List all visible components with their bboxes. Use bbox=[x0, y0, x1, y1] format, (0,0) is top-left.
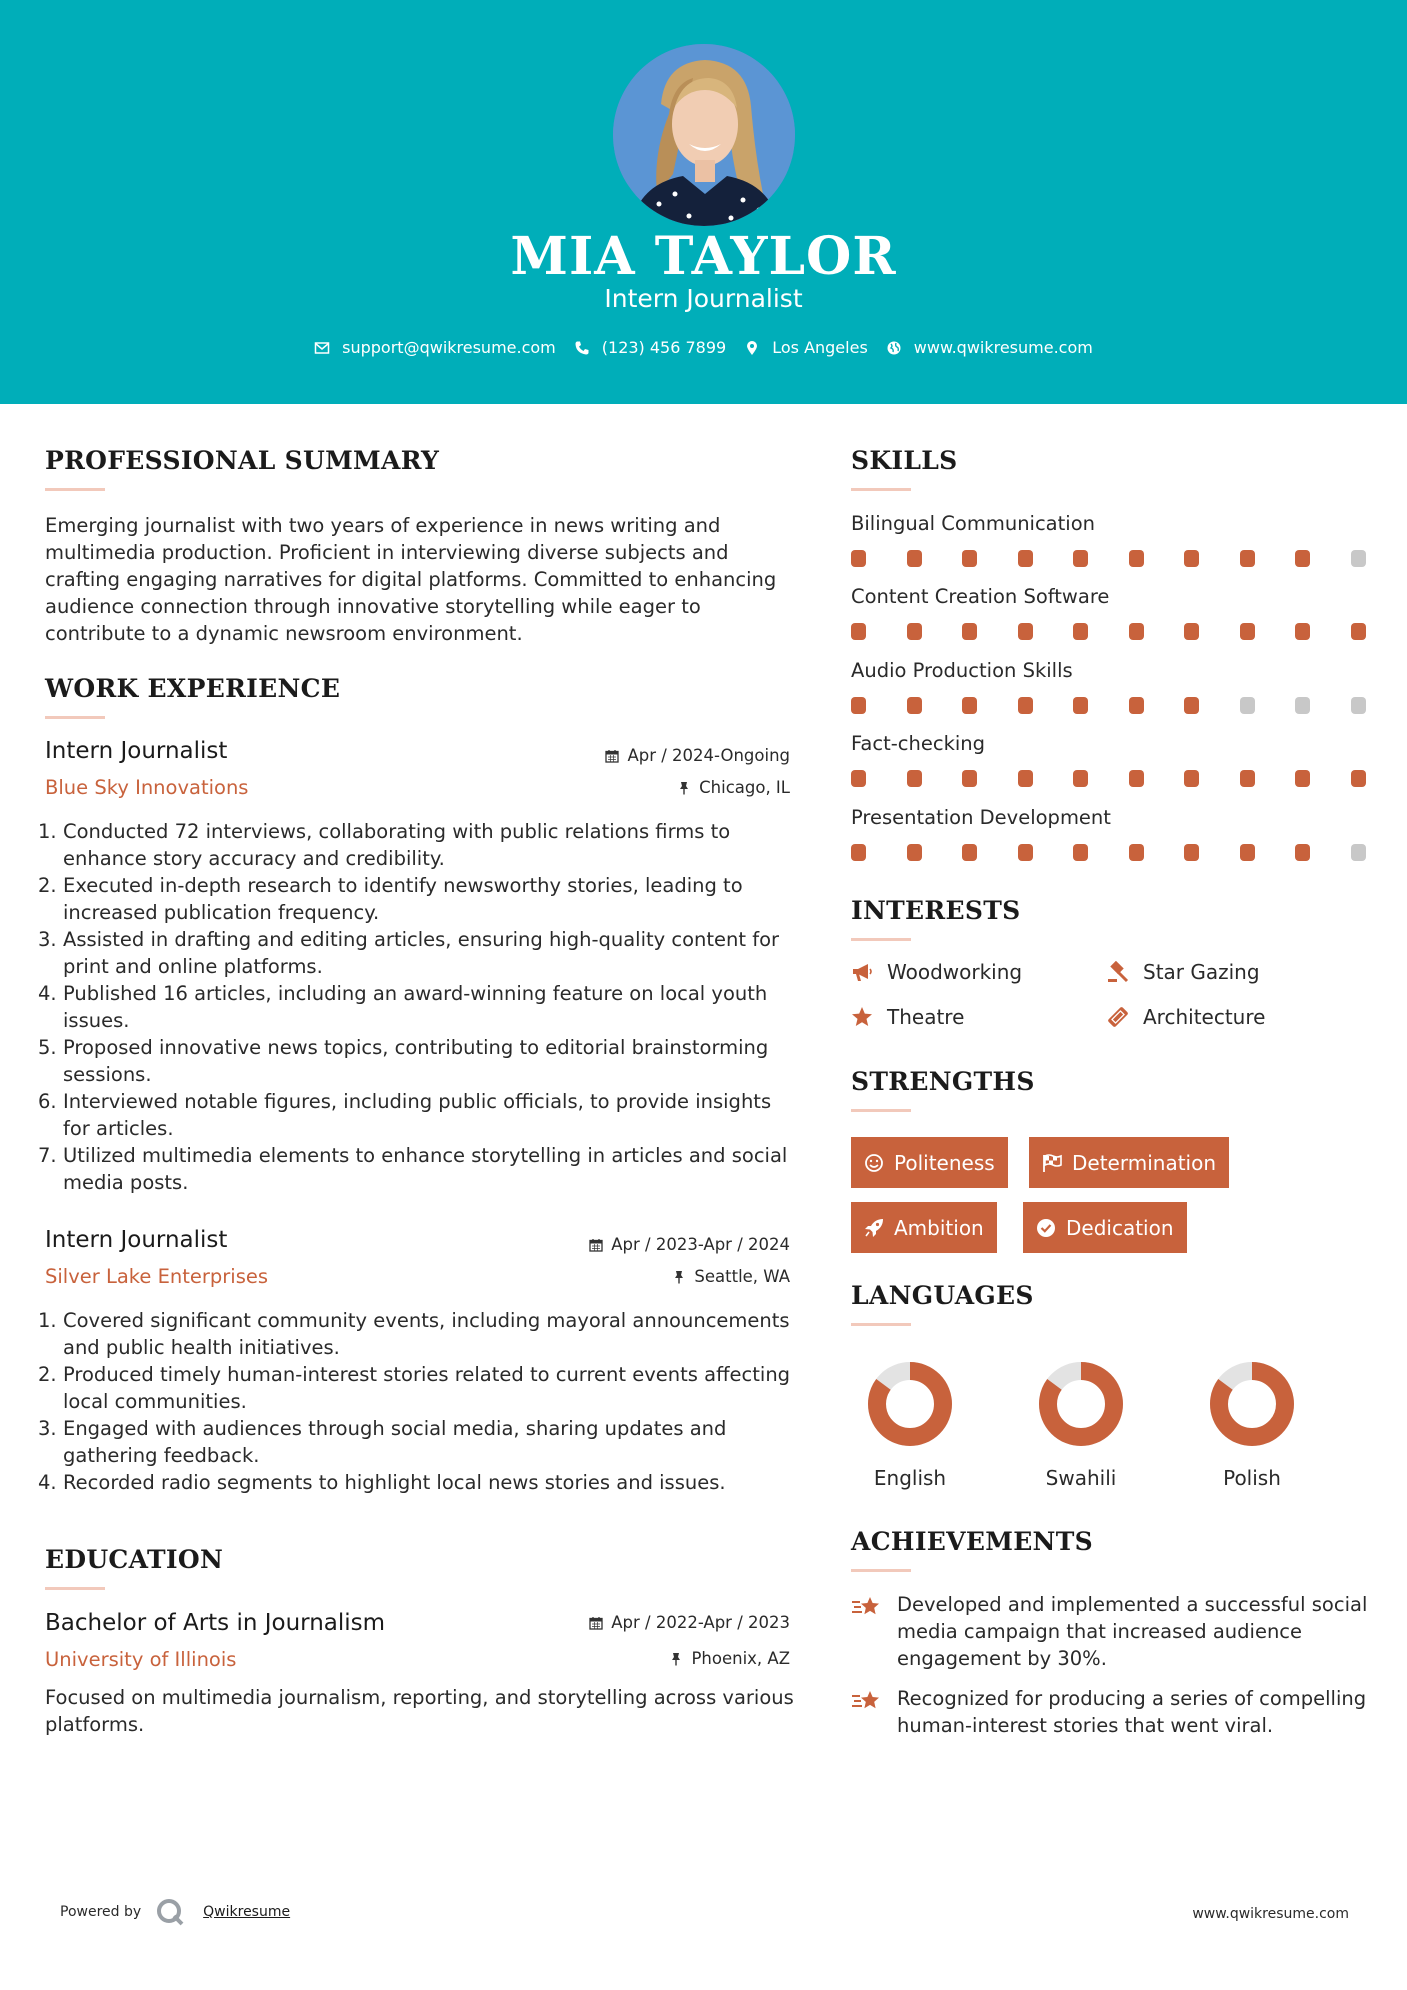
strength-tag bbox=[851, 1202, 997, 1253]
skill-dot bbox=[1240, 623, 1255, 640]
summary-text: Emerging journalist with two years of experience in news writing and multimedia production. Proficient in interviewing diverse subjects and crafting engaging narratives for digital platforms. Committed to enhancing audience connection through innovative storytelling while eager to contribute to a dynamic newsroom environment. bbox=[45, 514, 777, 645]
skill-rating bbox=[851, 623, 1371, 641]
job-company: Silver Lake Enterprises bbox=[45, 1265, 269, 1288]
smile-icon bbox=[864, 1153, 884, 1173]
skill-dot bbox=[1073, 697, 1088, 714]
strength-label: Determination bbox=[1072, 1150, 1217, 1175]
contact-email[interactable] bbox=[314, 338, 556, 357]
location-text: Los Angeles bbox=[772, 338, 868, 357]
language-label: Polish bbox=[1223, 1466, 1281, 1490]
flag-icon bbox=[1042, 1153, 1062, 1173]
list-number: 1. bbox=[38, 1309, 57, 1332]
list-number: 1. bbox=[38, 820, 57, 843]
languages-heading: LANGUAGES bbox=[851, 1281, 1034, 1310]
section-divider bbox=[851, 1109, 911, 1112]
job-bullets bbox=[38, 1307, 798, 1496]
ticket-icon bbox=[1107, 1006, 1129, 1028]
language-donut bbox=[866, 1360, 954, 1448]
bullet-text: Interviewed notable figures, including public officials, to provide insights for articles. bbox=[63, 1090, 772, 1140]
skill-dot bbox=[1240, 697, 1255, 714]
interest-label: Architecture bbox=[1143, 1005, 1266, 1029]
skill-dot bbox=[907, 550, 922, 567]
calendar-icon bbox=[589, 1616, 603, 1630]
job-location bbox=[672, 1267, 790, 1286]
contact-website[interactable] bbox=[886, 338, 1093, 357]
skill-dot bbox=[962, 623, 977, 640]
contact-location bbox=[744, 338, 868, 357]
rocket-icon bbox=[864, 1218, 884, 1238]
list-item bbox=[38, 1307, 798, 1361]
skill-dot bbox=[1184, 623, 1199, 640]
calendar-icon bbox=[589, 1238, 603, 1252]
skill-dot bbox=[1129, 697, 1144, 714]
shooting-star-icon bbox=[851, 1687, 883, 1715]
bullet-text: Proposed innovative news topics, contributing to editorial brainstorming sessions. bbox=[63, 1036, 769, 1086]
job-title: Intern Journalist bbox=[45, 1227, 228, 1253]
achievement-item bbox=[851, 1685, 1371, 1739]
list-number: 2. bbox=[38, 1363, 57, 1386]
powered-by-text: Powered by bbox=[60, 1904, 142, 1920]
skill-dot bbox=[1129, 844, 1144, 861]
section-divider bbox=[851, 1323, 911, 1326]
achievement-text: Developed and implemented a successful social media campaign that increased audience engagement by 30%. bbox=[897, 1593, 1368, 1670]
skill-dot bbox=[1351, 697, 1366, 714]
skill-rating bbox=[851, 770, 1371, 788]
education-heading: EDUCATION bbox=[45, 1545, 224, 1574]
bullet-text: Recorded radio segments to highlight local news stories and issues. bbox=[63, 1471, 726, 1494]
job-location-text: Chicago, IL bbox=[699, 778, 790, 797]
list-item bbox=[38, 980, 798, 1034]
bullet-text: Published 16 articles, including an award-winning feature on local youth issues. bbox=[63, 982, 768, 1032]
section-divider bbox=[851, 1569, 911, 1572]
list-number: 6. bbox=[38, 1090, 57, 1113]
skill-dot bbox=[851, 623, 866, 640]
skill-dot bbox=[1295, 623, 1310, 640]
skill-name: Bilingual Communication bbox=[851, 512, 1095, 535]
skill-dot bbox=[907, 770, 922, 787]
qwikresume-logo-icon bbox=[155, 1897, 185, 1927]
skill-dot bbox=[1184, 770, 1199, 787]
bullet-text: Covered significant community events, including mayoral announcements and public health initiatives. bbox=[63, 1309, 790, 1359]
interest-item bbox=[1107, 960, 1260, 984]
skill-dot bbox=[851, 550, 866, 567]
skill-dot bbox=[1295, 697, 1310, 714]
language-item bbox=[1031, 1360, 1131, 1490]
language-label: English bbox=[873, 1466, 947, 1490]
job-bullets bbox=[38, 818, 798, 1196]
job-dates-text: Apr / 2024-Ongoing bbox=[627, 746, 790, 765]
skill-dot bbox=[962, 844, 977, 861]
skill-dot bbox=[1018, 697, 1033, 714]
footer-website[interactable]: www.qwikresume.com bbox=[1192, 1906, 1349, 1922]
skill-dot bbox=[1184, 844, 1199, 861]
globe-icon bbox=[886, 340, 902, 356]
list-number: 4. bbox=[38, 1471, 57, 1494]
contact-phone[interactable] bbox=[574, 338, 726, 357]
job-dates bbox=[605, 746, 790, 765]
job-dates bbox=[589, 1235, 790, 1254]
skill-dot bbox=[907, 623, 922, 640]
interest-item bbox=[851, 960, 1022, 984]
bullet-text: Conducted 72 interviews, collaborating with public relations firms to enhance story accuracy and credibility. bbox=[63, 820, 731, 870]
website-text: www.qwikresume.com bbox=[913, 338, 1093, 357]
interest-item bbox=[851, 1005, 964, 1029]
interest-label: Woodworking bbox=[887, 960, 1023, 984]
envelope-icon bbox=[314, 340, 330, 356]
skill-dot bbox=[907, 697, 922, 714]
section-divider bbox=[45, 488, 105, 491]
strength-tag bbox=[851, 1137, 1008, 1188]
skill-name: Content Creation Software bbox=[851, 585, 1110, 608]
pushpin-icon bbox=[669, 1652, 683, 1666]
list-item bbox=[38, 1415, 798, 1469]
qwikresume-link[interactable]: Qwikresume bbox=[203, 1904, 291, 1920]
skill-dot bbox=[1240, 770, 1255, 787]
contact-bar bbox=[0, 338, 1407, 357]
list-item bbox=[38, 1034, 798, 1088]
skill-dot bbox=[962, 770, 977, 787]
skill-dot bbox=[851, 770, 866, 787]
strengths-heading: STRENGTHS bbox=[851, 1067, 1035, 1096]
check-circle-icon bbox=[1036, 1218, 1056, 1238]
language-donut bbox=[1037, 1360, 1125, 1448]
skill-dot bbox=[1351, 770, 1366, 787]
star-icon bbox=[851, 1006, 873, 1028]
list-item bbox=[38, 818, 798, 872]
skill-rating bbox=[851, 844, 1371, 862]
skill-dot bbox=[1295, 770, 1310, 787]
pushpin-icon bbox=[672, 1270, 686, 1284]
list-number: 3. bbox=[38, 928, 57, 951]
skill-dot bbox=[1184, 550, 1199, 567]
education-description: Focused on multimedia journalism, reporting, and storytelling across various platforms. bbox=[45, 1686, 794, 1736]
language-item bbox=[1202, 1360, 1302, 1490]
achievement-text: Recognized for producing a series of compelling human-interest stories that went viral. bbox=[897, 1687, 1367, 1737]
achievement-item bbox=[851, 1591, 1371, 1672]
section-divider bbox=[851, 938, 911, 941]
skill-dot bbox=[851, 844, 866, 861]
skill-dot bbox=[1295, 550, 1310, 567]
list-item bbox=[38, 926, 798, 980]
skill-dot bbox=[1073, 844, 1088, 861]
list-number: 2. bbox=[38, 874, 57, 897]
skill-rating bbox=[851, 697, 1371, 715]
calendar-icon bbox=[605, 749, 619, 763]
section-divider bbox=[45, 1587, 105, 1590]
skill-rating bbox=[851, 550, 1371, 568]
skill-dot bbox=[1018, 844, 1033, 861]
skill-dot bbox=[851, 697, 866, 714]
email-text: support@qwikresume.com bbox=[342, 338, 556, 357]
skill-dot bbox=[1018, 770, 1033, 787]
skill-name: Presentation Development bbox=[851, 806, 1111, 829]
language-label: Swahili bbox=[1045, 1466, 1117, 1490]
job-company: Blue Sky Innovations bbox=[45, 776, 249, 799]
summary-heading: PROFESSIONAL SUMMARY bbox=[45, 446, 440, 475]
skill-dot bbox=[962, 697, 977, 714]
skill-dot bbox=[1351, 623, 1366, 640]
school-name: University of Illinois bbox=[45, 1648, 237, 1671]
phone-text: (123) 456 7899 bbox=[601, 338, 727, 357]
skills-heading: SKILLS bbox=[851, 446, 958, 475]
education-dates-text: Apr / 2022-Apr / 2023 bbox=[611, 1613, 790, 1632]
list-number: 5. bbox=[38, 1036, 57, 1059]
bullet-text: Produced timely human-interest stories related to current events affecting local communities. bbox=[63, 1363, 791, 1413]
skill-dot bbox=[1018, 550, 1033, 567]
header-banner bbox=[0, 0, 1407, 404]
skill-dot bbox=[1184, 697, 1199, 714]
job-location-text: Seattle, WA bbox=[694, 1267, 790, 1286]
skill-name: Audio Production Skills bbox=[851, 659, 1073, 682]
interest-label: Star Gazing bbox=[1143, 960, 1260, 984]
skill-dot bbox=[1240, 550, 1255, 567]
bullet-text: Assisted in drafting and editing articles, ensuring high-quality content for print and online platforms. bbox=[63, 928, 780, 978]
bullet-text: Executed in-depth research to identify newsworthy stories, leading to increased publication frequency. bbox=[63, 874, 743, 924]
strength-label: Dedication bbox=[1066, 1215, 1174, 1240]
skill-dot bbox=[1073, 550, 1088, 567]
list-number: 7. bbox=[38, 1144, 57, 1167]
skill-name: Fact-checking bbox=[851, 732, 986, 755]
skill-dot bbox=[907, 844, 922, 861]
skill-dot bbox=[1351, 844, 1366, 861]
footer-powered-by bbox=[60, 1897, 290, 1927]
skill-dot bbox=[1295, 844, 1310, 861]
candidate-name: MIA TAYLOR bbox=[510, 226, 897, 287]
section-divider bbox=[45, 716, 105, 719]
degree-title: Bachelor of Arts in Journalism bbox=[45, 1610, 386, 1636]
megaphone-icon bbox=[851, 961, 873, 983]
list-number: 4. bbox=[38, 982, 57, 1005]
skill-dot bbox=[1240, 844, 1255, 861]
strength-tag bbox=[1023, 1202, 1187, 1253]
education-location bbox=[669, 1649, 790, 1668]
skill-dot bbox=[1073, 770, 1088, 787]
list-item bbox=[38, 872, 798, 926]
interest-item bbox=[1107, 1005, 1265, 1029]
skill-dot bbox=[1129, 550, 1144, 567]
phone-icon bbox=[574, 340, 590, 356]
education-location-text: Phoenix, AZ bbox=[691, 1649, 790, 1668]
education-dates bbox=[589, 1613, 790, 1632]
list-item bbox=[38, 1361, 798, 1415]
list-number: 3. bbox=[38, 1417, 57, 1440]
skill-dot bbox=[1351, 550, 1366, 567]
pushpin-icon bbox=[677, 781, 691, 795]
interest-label: Theatre bbox=[887, 1005, 965, 1029]
shooting-star-icon bbox=[851, 1593, 883, 1621]
job-title: Intern Journalist bbox=[45, 738, 228, 764]
strength-label: Politeness bbox=[894, 1150, 995, 1175]
achievements-heading: ACHIEVEMENTS bbox=[851, 1527, 1093, 1556]
bullet-text: Engaged with audiences through social media, sharing updates and gathering feedback. bbox=[63, 1417, 727, 1467]
skill-dot bbox=[1073, 623, 1088, 640]
list-item bbox=[38, 1142, 798, 1196]
language-item bbox=[860, 1360, 960, 1490]
strength-tag bbox=[1029, 1137, 1229, 1188]
map-pin-icon bbox=[744, 340, 760, 356]
candidate-role: Intern Journalist bbox=[604, 284, 803, 313]
gavel-icon bbox=[1107, 961, 1129, 983]
bullet-text: Utilized multimedia elements to enhance storytelling in articles and social media posts. bbox=[63, 1144, 788, 1194]
language-donut bbox=[1208, 1360, 1296, 1448]
skill-dot bbox=[1018, 623, 1033, 640]
strength-label: Ambition bbox=[894, 1215, 984, 1240]
list-item bbox=[38, 1088, 798, 1142]
profile-photo bbox=[613, 44, 795, 226]
section-divider bbox=[851, 488, 911, 491]
skill-dot bbox=[1129, 623, 1144, 640]
interests-heading: INTERESTS bbox=[851, 896, 1021, 925]
list-item bbox=[38, 1469, 798, 1496]
experience-heading: WORK EXPERIENCE bbox=[45, 674, 341, 703]
job-location bbox=[677, 778, 790, 797]
job-dates-text: Apr / 2023-Apr / 2024 bbox=[611, 1235, 790, 1254]
skill-dot bbox=[962, 550, 977, 567]
skill-dot bbox=[1129, 770, 1144, 787]
